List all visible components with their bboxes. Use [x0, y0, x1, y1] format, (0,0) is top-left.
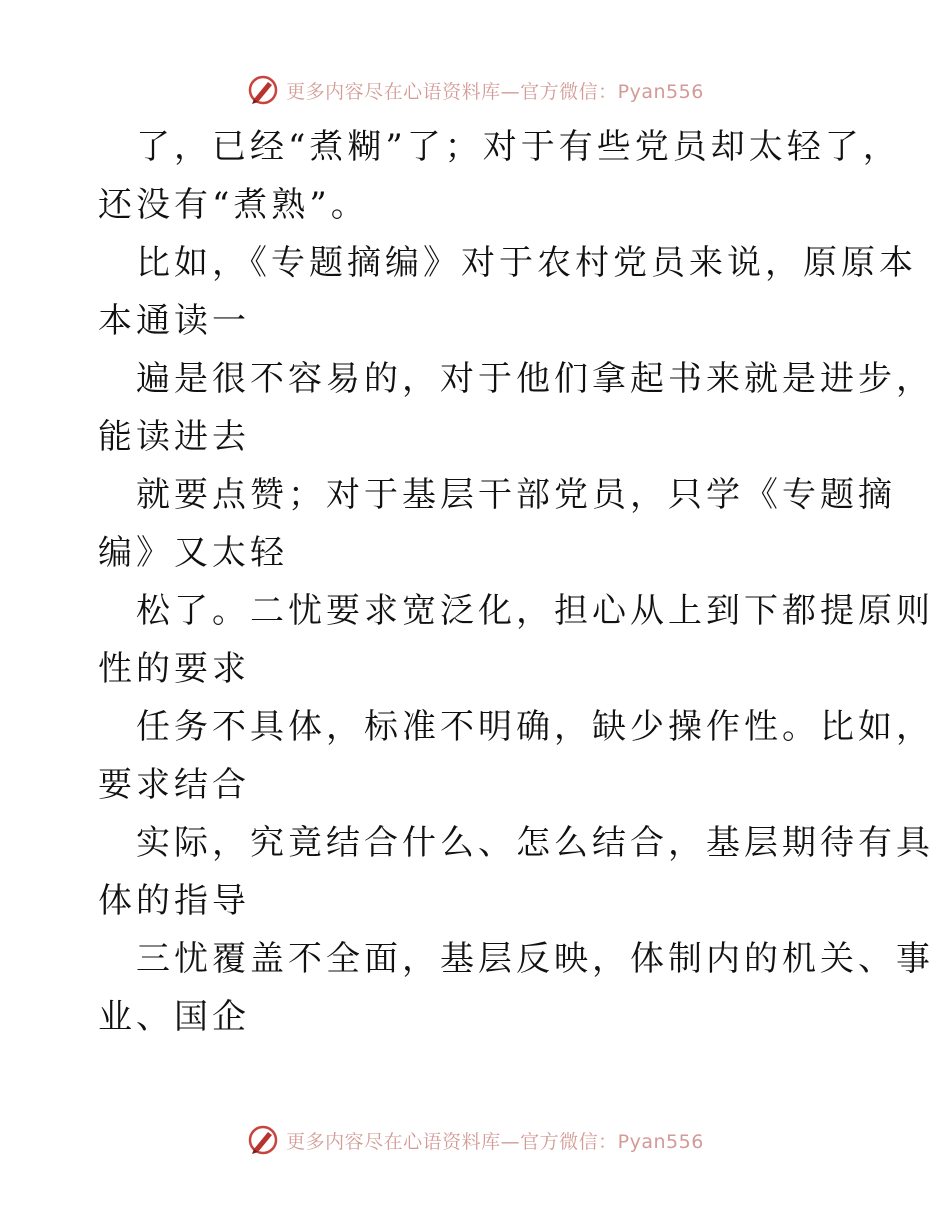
text-line: 就要点赞；对于基层干部党员，只学《专题摘 — [136, 475, 896, 515]
text-line: 比如，《专题摘编》对于农村党员来说，原原本 — [136, 243, 917, 283]
paragraph — [98, 698, 934, 814]
footer-banner — [0, 1120, 950, 1160]
paragraph — [98, 118, 901, 234]
text-line: 实际，究竟结合什么、怎么结合，基层期待有具 — [136, 823, 934, 863]
paragraph — [98, 814, 934, 930]
text-line: 能读进去 — [98, 417, 250, 457]
banner-text: 更多内容尽在心语资料库—官方微信：Pyan556 — [286, 80, 704, 103]
text-line: 本通读一 — [98, 301, 250, 341]
text-line: 要求结合 — [98, 765, 250, 805]
paragraph — [98, 930, 934, 1046]
paragraph — [98, 466, 896, 582]
pen-logo-icon — [246, 73, 280, 107]
text-line: 了，已经“煮糊”了；对于有些党员却太轻了， — [136, 127, 901, 167]
text-line: 三忧覆盖不全面，基层反映，体制内的机关、事 — [136, 939, 934, 979]
text-line: 松了。二忧要求宽泛化，担心从上到下都提原则 — [136, 591, 934, 631]
pen-logo-icon — [246, 1123, 280, 1157]
document-body — [98, 118, 934, 1046]
text-line: 体的指导 — [98, 881, 250, 921]
paragraph — [98, 234, 917, 350]
paragraph — [98, 582, 934, 698]
text-line: 遍是很不容易的，对于他们拿起书来就是进步， — [136, 359, 934, 399]
text-line: 编》又太轻 — [98, 533, 288, 573]
text-line: 任务不具体，标准不明确，缺少操作性。比如， — [136, 707, 934, 747]
text-line: 业、国企 — [98, 997, 250, 1037]
text-line: 还没有“煮熟”。 — [98, 185, 369, 225]
paragraph — [98, 350, 934, 466]
header-banner — [0, 70, 950, 110]
text-line: 性的要求 — [98, 649, 250, 689]
banner-text: 更多内容尽在心语资料库—官方微信：Pyan556 — [286, 1130, 704, 1153]
